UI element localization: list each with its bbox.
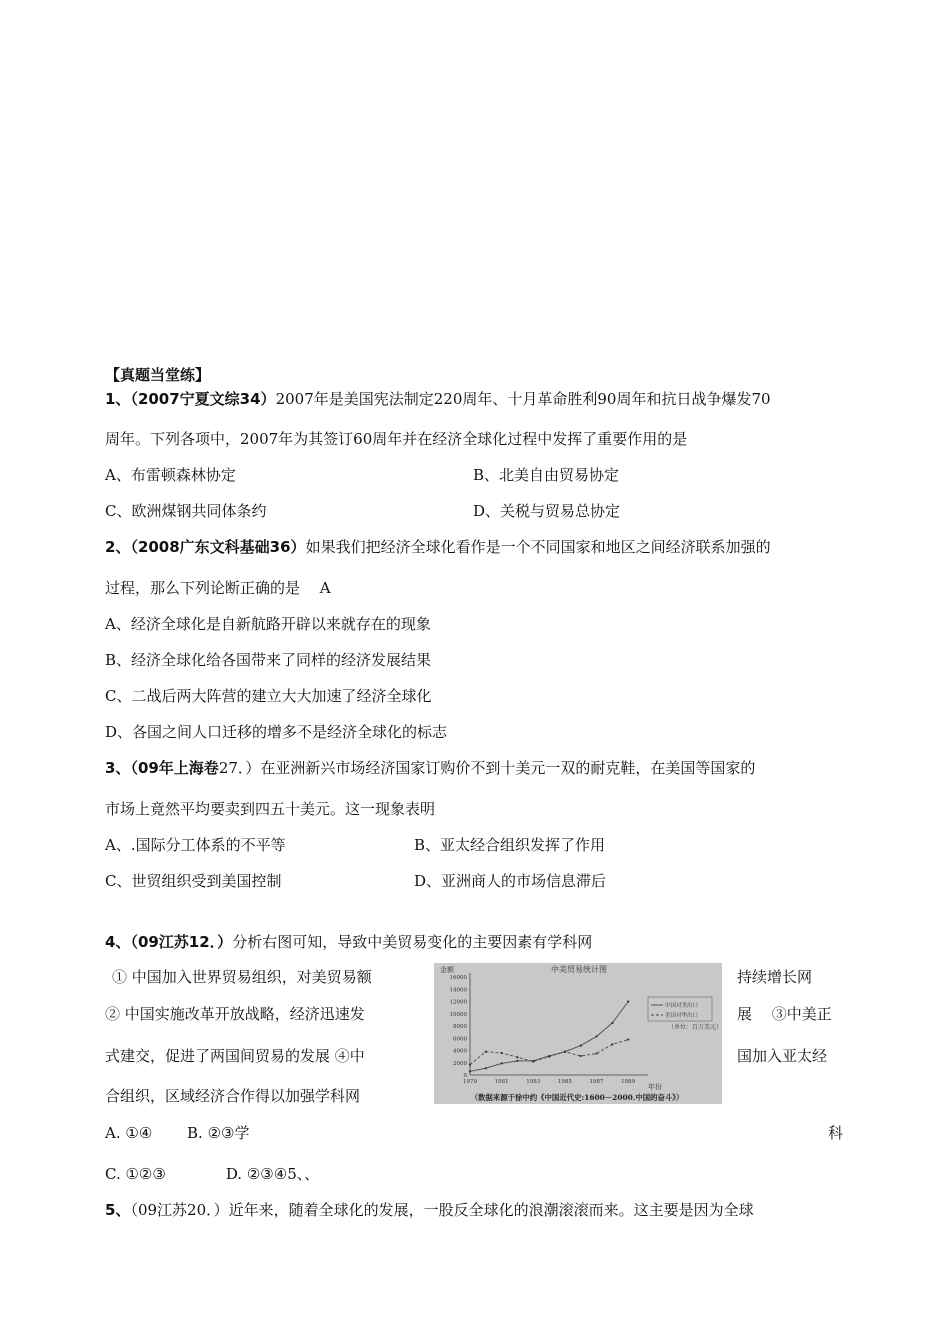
- chart-y-tick-label: 6000: [453, 1036, 467, 1043]
- question-2-stem-line-2: 过程，那么下列论断正确的是 A: [105, 579, 331, 597]
- question-2-option-c: C、二战后两大阵营的建立大大加速了经济全球化: [105, 687, 432, 705]
- chart-series-line: [470, 1002, 628, 1072]
- chart-data-point: [564, 1051, 566, 1053]
- question-4-line-1-left: ① 中国加入世界贸易组织，对美贸易额: [112, 968, 372, 986]
- trade-chart-svg: [434, 963, 722, 1104]
- chart-data-point: [627, 1000, 629, 1002]
- chart-y-tick-label: 2000: [453, 1060, 467, 1067]
- chart-x-tick-label: 1985: [557, 1079, 572, 1085]
- chart-data-point: [532, 1060, 534, 1062]
- section-title: 【真题当堂练】: [105, 366, 211, 384]
- question-4-source: （09江苏12．）: [130, 933, 233, 951]
- question-5-stem-text: 近年来，随着全球化的发展，一股反全球化的浪潮滚滚而来。这主要是因为全球: [228, 1201, 754, 1219]
- question-2-option-b: B、经济全球化给各国带来了同样的经济发展结果: [105, 651, 432, 669]
- question-1-number: 1、: [105, 390, 131, 408]
- chart-x-axis-label: 年份: [648, 1083, 662, 1091]
- chart-y-tick-label: 0: [463, 1073, 467, 1079]
- question-4-options-cd: C. ①②③ D. ②③④5、、: [105, 1165, 320, 1183]
- question-3-stem-line-2: 市场上竟然平均要卖到四五十美元。这一现象表明: [105, 800, 436, 818]
- chart-x-tick-label: 1983: [526, 1079, 541, 1085]
- trade-chart: [434, 963, 722, 1104]
- chart-data-point: [516, 1060, 518, 1062]
- question-4-line-3-right: 国加入亚太经: [737, 1047, 828, 1065]
- question-1-option-b: B、北美自由贸易协定: [473, 466, 620, 484]
- question-4-stem: [105, 932, 592, 952]
- chart-x-tick-label: 1979: [463, 1079, 477, 1085]
- question-1-stem-line-1: [105, 389, 771, 409]
- question-1-stem-a: 2007年是美国宪法制定220周年、十月革命胜利90周年和抗日战争爆发70: [275, 390, 771, 408]
- question-1-option-d: D、关税与贸易总协定: [473, 502, 621, 520]
- question-1-source: （2007宁夏文综34）: [130, 390, 276, 408]
- chart-y-tick-label: 12000: [449, 999, 467, 1006]
- chart-data-point: [580, 1045, 582, 1047]
- question-4-options-ab: A. ①④ B. ②③学: [105, 1124, 250, 1142]
- question-1-stem-line-2: 周年。下列各项中，2007年为其签订60周年并在经济全球化过程中发挥了重要作用的是: [105, 430, 688, 448]
- chart-y-tick-label: 4000: [453, 1048, 467, 1055]
- chart-data-point: [595, 1035, 597, 1037]
- chart-data-point: [627, 1038, 629, 1040]
- question-4-line-4-left: 合组织，区域经济合作得以加强学科网: [105, 1087, 361, 1105]
- question-3-option-c: C、世贸组织受到美国控制: [105, 872, 282, 890]
- question-3-stem-a: 在亚洲新兴市场经济国家订购价不到十美元一双的耐克鞋，在美国等国家的: [260, 759, 756, 777]
- chart-unit-note: （单位：百万美元）: [668, 1024, 722, 1031]
- chart-data-point: [595, 1052, 597, 1054]
- chart-title: 中美贸易统计图: [551, 965, 607, 974]
- chart-legend-label: 中国对美出口: [665, 1003, 699, 1009]
- question-2-option-a: A、经济全球化是自新航路开辟以来就存在的现象: [105, 615, 431, 633]
- question-4-line-2-right: 展 ③中美正: [737, 1005, 832, 1023]
- question-3-number: 3、: [105, 759, 131, 777]
- chart-series-line: [470, 1039, 628, 1064]
- question-2-option-d: D、各国之间人口迁移的增多不是经济全球化的标志: [105, 723, 448, 741]
- question-4-line-2-left: ② 中国实施改革开放战略，经济迅速发: [105, 1005, 365, 1023]
- chart-data-point: [611, 1043, 613, 1045]
- question-4-number: 4、: [105, 933, 131, 951]
- question-2-stem-line-1: [105, 537, 771, 557]
- chart-source-note: （数据来源于徐中约《中国近代史:1600－2000.中国的奋斗》）: [470, 1093, 684, 1102]
- chart-y-tick-label: 16000: [449, 975, 467, 981]
- chart-data-point: [611, 1022, 613, 1024]
- question-3-stem-line-1: [105, 758, 755, 778]
- question-2-source: （2008广东文科基础36）: [130, 538, 306, 556]
- question-2-number: 2、: [105, 538, 131, 556]
- chart-data-point: [485, 1051, 487, 1053]
- chart-data-point: [580, 1055, 582, 1057]
- question-5-stem: [105, 1200, 754, 1220]
- chart-legend-label: 美国对华出口: [665, 1013, 699, 1019]
- question-3-source: （09年上海卷: [130, 759, 219, 777]
- chart-y-tick-label: 8000: [453, 1024, 467, 1030]
- chart-data-point: [548, 1056, 550, 1058]
- chart-x-tick-label: 1981: [494, 1079, 509, 1085]
- chart-data-point: [501, 1062, 503, 1064]
- chart-x-tick-label: 1989: [621, 1079, 636, 1085]
- question-5-source: （09江苏20．）: [130, 1201, 229, 1219]
- question-1-option-a: A、布雷顿森林协定: [105, 466, 236, 484]
- chart-data-point: [485, 1067, 487, 1069]
- chart-y-tick-label: 14000: [449, 987, 467, 994]
- chart-data-point: [469, 1070, 471, 1072]
- question-3-option-a: A、.国际分工体系的不平等: [105, 836, 286, 854]
- question-5-number: 5、: [105, 1201, 131, 1219]
- question-4-stem-text: 分析右图可知，导致中美贸易变化的主要因素有学科网: [232, 933, 593, 951]
- chart-x-tick-label: 1987: [589, 1079, 604, 1085]
- question-3-option-b: B、亚太经合组织发挥了作用: [414, 836, 606, 854]
- question-4-options-ab-right: 科: [828, 1124, 844, 1142]
- chart-y-tick-label: 10000: [449, 1011, 467, 1018]
- question-2-stem-a: 如果我们把经济全球化看作是一个不同国家和地区之间经济联系加强的: [305, 538, 771, 556]
- question-3-option-d: D、亚洲商人的市场信息滞后: [414, 872, 607, 890]
- question-1-option-c: C、欧洲煤钢共同体条约: [105, 502, 267, 520]
- question-3-source-tail: 27．）: [218, 759, 261, 777]
- question-4-line-3-left: 式建交，促进了两国间贸易的发展 ④中: [105, 1047, 365, 1065]
- chart-y-axis-label: 金额: [440, 966, 454, 974]
- question-4-line-1-right: 持续增长网: [737, 968, 813, 986]
- chart-data-point: [516, 1056, 518, 1058]
- chart-data-point: [501, 1052, 503, 1054]
- chart-data-point: [469, 1063, 471, 1065]
